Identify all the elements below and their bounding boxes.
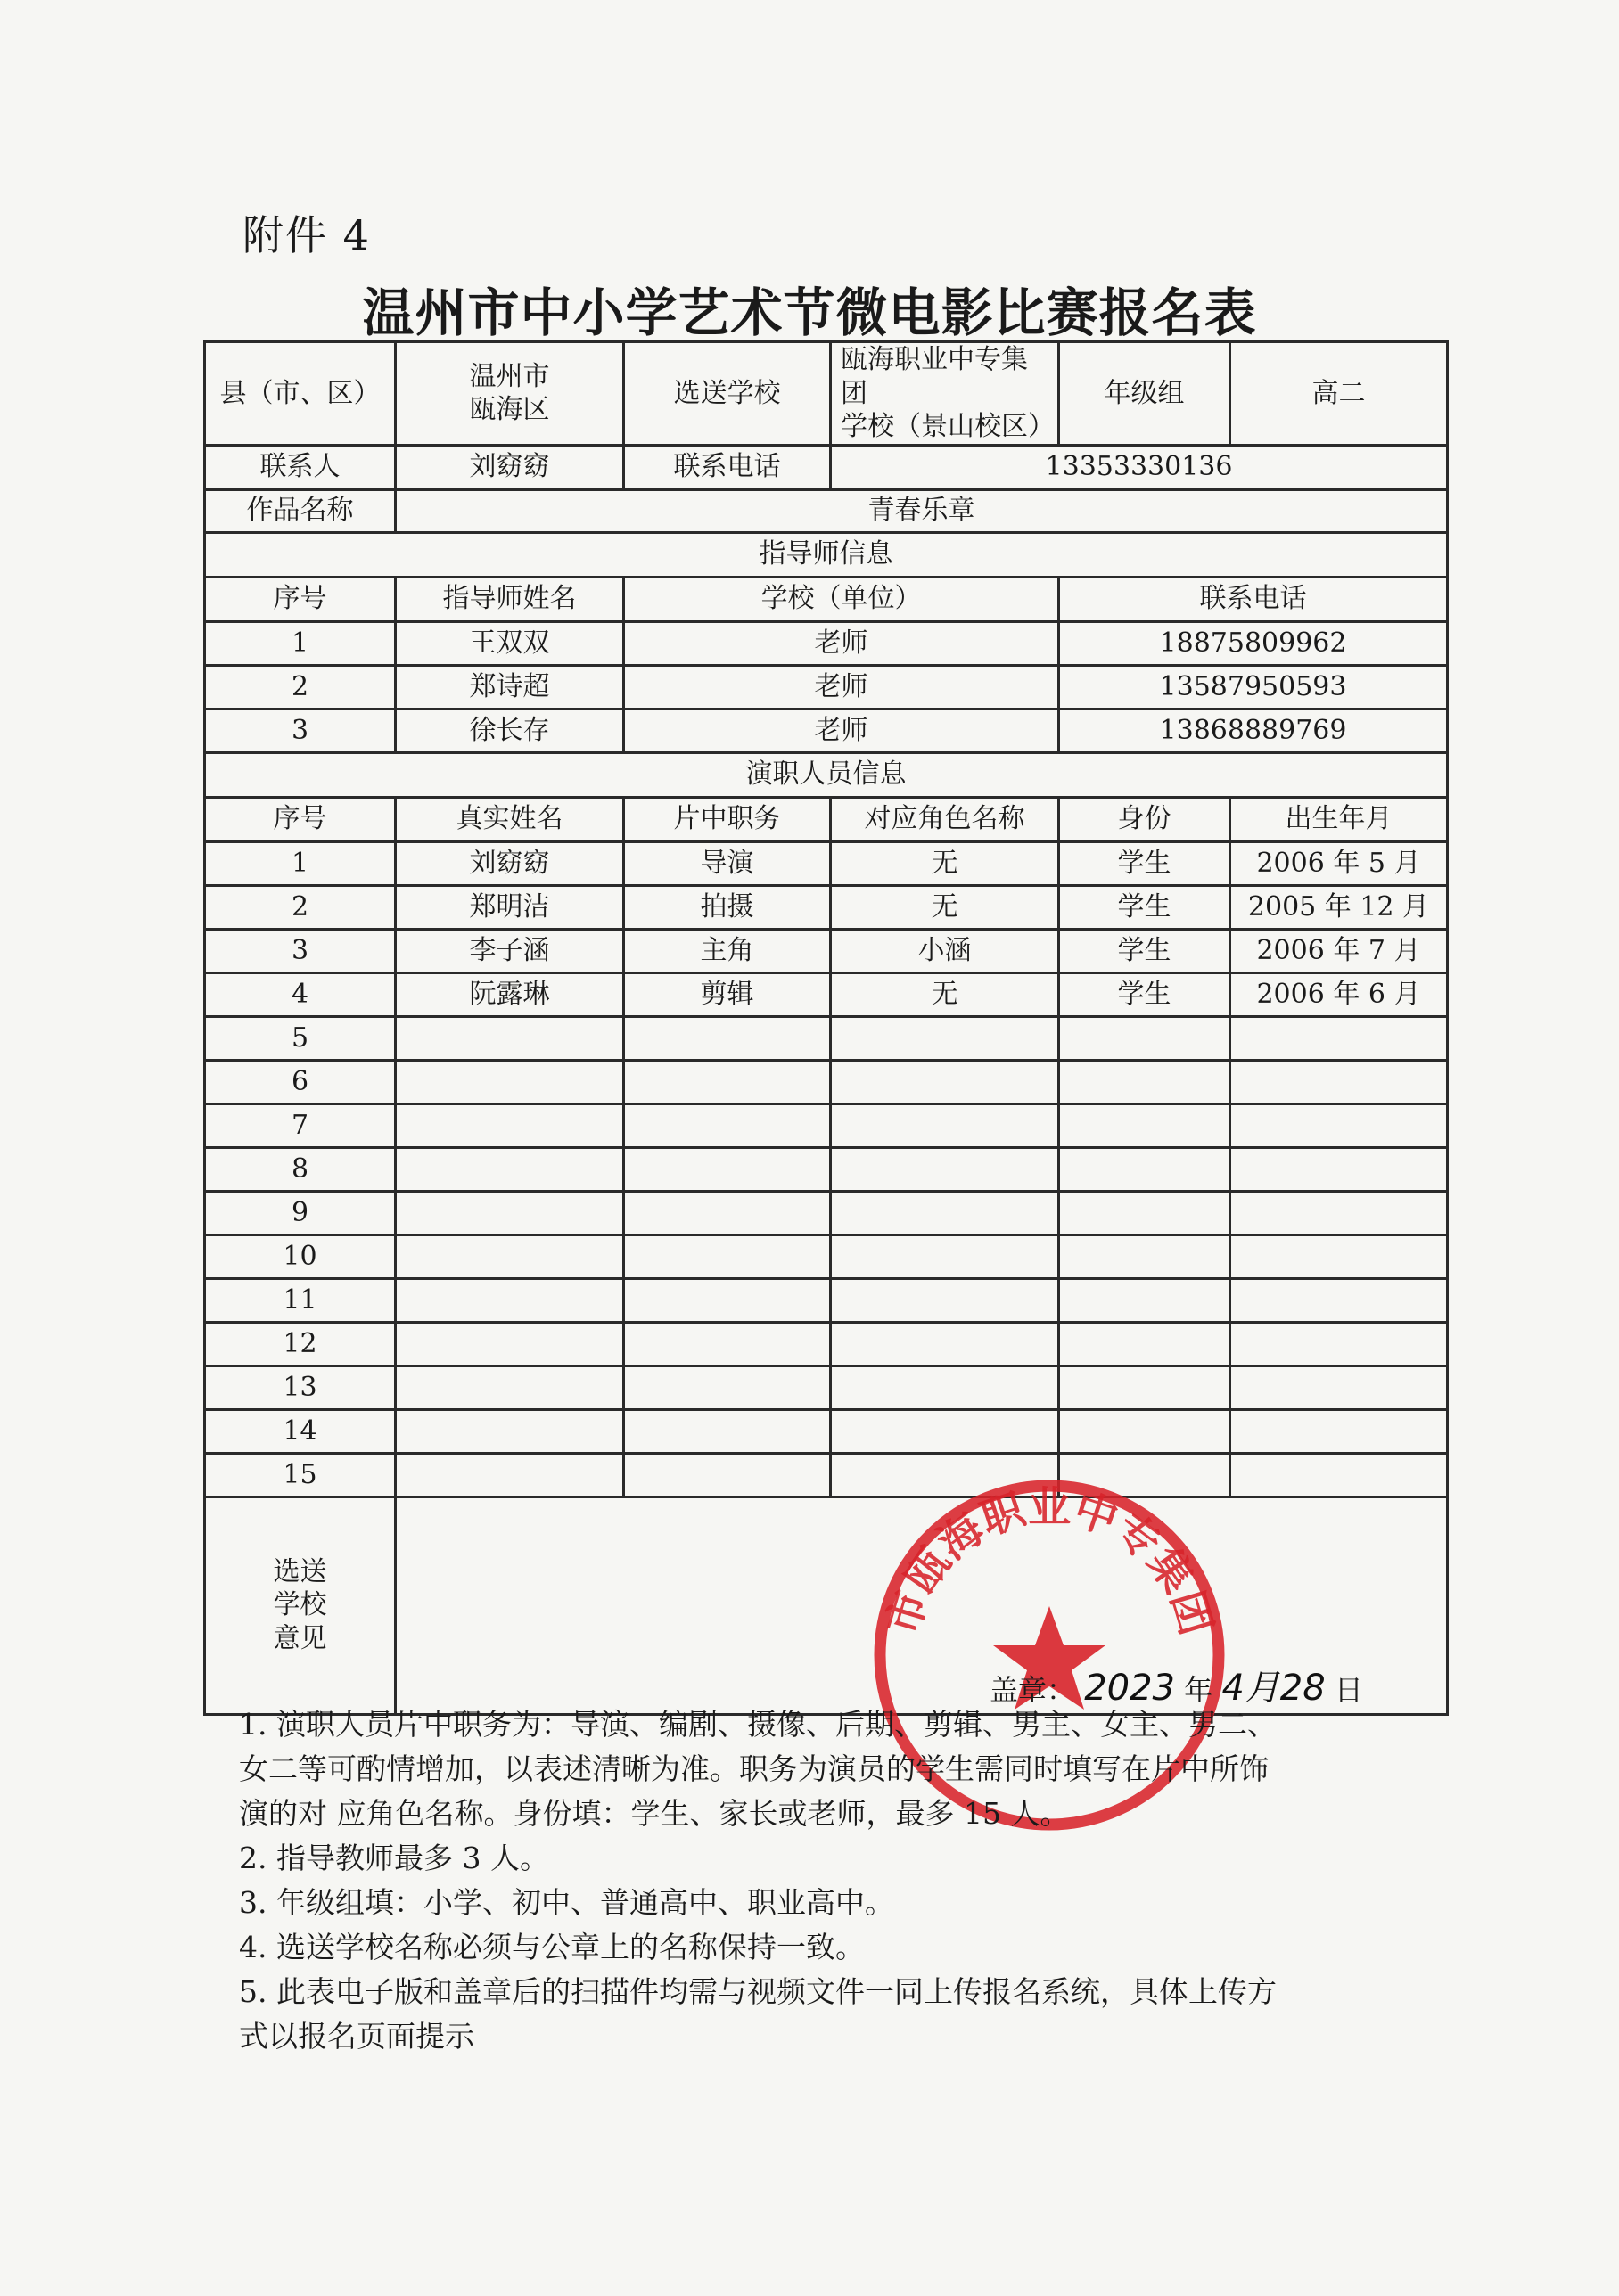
advisor-name: 王双双 [396, 621, 624, 665]
grade-value: 高二 [1230, 342, 1448, 446]
crew-identity: 学生 [1059, 972, 1230, 1016]
crew-no: 2 [205, 885, 396, 929]
crew-row [205, 841, 1448, 885]
advisor-row [205, 709, 1448, 752]
advisor-col-phone: 联系电话 [1059, 577, 1448, 621]
advisor-phone: 13587950593 [1059, 665, 1448, 709]
crew-character [831, 1234, 1059, 1278]
crew-character: 小涵 [831, 929, 1059, 972]
crew-row [205, 1191, 1448, 1234]
crew-birth [1230, 1409, 1448, 1453]
crew-role [624, 1060, 831, 1103]
crew-role [624, 1103, 831, 1147]
crew-character: 无 [831, 972, 1059, 1016]
crew-character [831, 1016, 1059, 1060]
advisor-section-title: 指导师信息 [205, 532, 1448, 577]
county-value-line2: 瓯海区 [469, 394, 550, 426]
crew-section-row [205, 752, 1448, 797]
advisor-phone: 13868889769 [1059, 709, 1448, 752]
crew-name: 郑明洁 [396, 885, 624, 929]
crew-row [205, 1060, 1448, 1103]
opinion-label-line2: 学校 [273, 1589, 327, 1621]
crew-no: 13 [205, 1365, 396, 1409]
crew-no: 9 [205, 1191, 396, 1234]
crew-col-birth: 出生年月 [1230, 797, 1448, 841]
form-title: 温州市中小学艺术节微电影比赛报名表 [362, 283, 1257, 343]
crew-character [831, 1103, 1059, 1147]
crew-character [831, 1278, 1059, 1322]
crew-birth [1230, 1365, 1448, 1409]
school-label: 选送学校 [624, 342, 831, 446]
registration-form-table [203, 340, 1449, 1716]
crew-character [831, 1060, 1059, 1103]
work-value: 青春乐章 [396, 489, 1448, 532]
crew-col-no: 序号 [205, 797, 396, 841]
crew-birth [1230, 1322, 1448, 1365]
crew-row [205, 1453, 1448, 1496]
crew-character [831, 1409, 1059, 1453]
crew-role: 主角 [624, 929, 831, 972]
crew-character [831, 1147, 1059, 1191]
crew-identity [1059, 1103, 1230, 1147]
crew-birth: 2006 年 6 月 [1230, 972, 1448, 1016]
advisor-no: 2 [205, 665, 396, 709]
crew-character [831, 1191, 1059, 1234]
crew-name [396, 1234, 624, 1278]
crew-birth [1230, 1234, 1448, 1278]
crew-role [624, 1453, 831, 1496]
advisor-phone: 18875809962 [1059, 621, 1448, 665]
attachment-label: 附件 4 [242, 211, 371, 259]
crew-no: 11 [205, 1278, 396, 1322]
crew-birth [1230, 1103, 1448, 1147]
opinion-label [205, 1496, 396, 1714]
crew-name [396, 1453, 624, 1496]
crew-identity [1059, 1322, 1230, 1365]
crew-role [624, 1365, 831, 1409]
crew-identity [1059, 1191, 1230, 1234]
crew-col-character: 对应角色名称 [831, 797, 1059, 841]
contact-value: 刘窈窈 [396, 445, 624, 489]
crew-name [396, 1147, 624, 1191]
advisor-name: 郑诗超 [396, 665, 624, 709]
work-row [205, 489, 1448, 532]
crew-role [624, 1409, 831, 1453]
crew-row [205, 1365, 1448, 1409]
crew-role [624, 1278, 831, 1322]
date-year-handwritten: 2023 [1084, 1668, 1175, 1709]
contact-row [205, 445, 1448, 489]
school-value-line2: 学校（景山校区） [841, 411, 1055, 442]
note-line: 式以报名页面提示 [239, 2019, 474, 2054]
crew-no: 10 [205, 1234, 396, 1278]
crew-row [205, 885, 1448, 929]
crew-identity [1059, 1409, 1230, 1453]
advisor-col-no: 序号 [205, 577, 396, 621]
crew-no: 15 [205, 1453, 396, 1496]
crew-name [396, 1191, 624, 1234]
crew-section-title: 演职人员信息 [205, 752, 1448, 797]
notes [239, 1702, 1389, 2059]
crew-row [205, 929, 1448, 972]
crew-no: 3 [205, 929, 396, 972]
crew-birth: 2006 年 7 月 [1230, 929, 1448, 972]
crew-character: 无 [831, 841, 1059, 885]
crew-birth [1230, 1147, 1448, 1191]
crew-birth [1230, 1060, 1448, 1103]
school-value-line1: 瓯海职业中专集团 [841, 344, 1028, 409]
crew-row [205, 1409, 1448, 1453]
crew-birth [1230, 1191, 1448, 1234]
crew-birth [1230, 1453, 1448, 1496]
grade-label: 年级组 [1059, 342, 1230, 446]
crew-name [396, 1016, 624, 1060]
crew-role: 拍摄 [624, 885, 831, 929]
crew-col-role: 片中职务 [624, 797, 831, 841]
note-line: 女二等可酌情增加，以表述清晰为准。职务为演员的学生需同时填写在片中所饰 [239, 1751, 1269, 1786]
crew-row [205, 1147, 1448, 1191]
crew-no: 8 [205, 1147, 396, 1191]
crew-row [205, 1278, 1448, 1322]
advisor-unit: 老师 [624, 665, 1059, 709]
crew-birth: 2006 年 5 月 [1230, 841, 1448, 885]
date-month-day-handwritten: 4月28 [1221, 1668, 1326, 1709]
crew-no: 4 [205, 972, 396, 1016]
crew-no: 5 [205, 1016, 396, 1060]
crew-row [205, 972, 1448, 1016]
advisor-no: 3 [205, 709, 396, 752]
crew-header-row [205, 797, 1448, 841]
crew-name: 李子涵 [396, 929, 624, 972]
advisor-header-row [205, 577, 1448, 621]
stamp-label: 盖章 [990, 1673, 1048, 1707]
crew-name [396, 1409, 624, 1453]
crew-rows [205, 841, 1448, 1496]
crew-row [205, 1322, 1448, 1365]
crew-identity: 学生 [1059, 885, 1230, 929]
crew-name: 刘窈窈 [396, 841, 624, 885]
crew-name: 阮露琳 [396, 972, 624, 1016]
note-line: 2. 指导教师最多 3 人。 [239, 1841, 549, 1875]
crew-row [205, 1016, 1448, 1060]
crew-role [624, 1191, 831, 1234]
stamp-date-line: 盖章： 2023 年 4月28 日 [990, 1668, 1363, 1709]
crew-name [396, 1060, 624, 1103]
crew-identity: 学生 [1059, 841, 1230, 885]
crew-identity [1059, 1278, 1230, 1322]
note-line: 演的对 应角色名称。身份填：学生、家长或老师，最多 15 人。 [239, 1796, 1070, 1831]
advisor-col-name: 指导师姓名 [396, 577, 624, 621]
crew-role [624, 1147, 831, 1191]
crew-birth: 2005 年 12 月 [1230, 885, 1448, 929]
crew-name [396, 1365, 624, 1409]
crew-row [205, 1234, 1448, 1278]
crew-role: 导演 [624, 841, 831, 885]
advisor-no: 1 [205, 621, 396, 665]
contact-label: 联系人 [205, 445, 396, 489]
crew-identity [1059, 1147, 1230, 1191]
advisor-name: 徐长存 [396, 709, 624, 752]
crew-identity [1059, 1234, 1230, 1278]
year-char: 年 [1184, 1673, 1213, 1707]
advisor-unit: 老师 [624, 621, 1059, 665]
advisor-section-row [205, 532, 1448, 577]
advisor-unit: 老师 [624, 709, 1059, 752]
crew-identity: 学生 [1059, 929, 1230, 972]
work-label: 作品名称 [205, 489, 396, 532]
school-value [831, 342, 1059, 446]
county-value [396, 342, 624, 446]
opinion-label-line3: 意见 [273, 1622, 327, 1654]
note-line: 3. 年级组填：小学、初中、普通高中、职业高中。 [239, 1885, 894, 1920]
crew-no: 14 [205, 1409, 396, 1453]
advisor-row [205, 665, 1448, 709]
phone-value: 13353330136 [831, 445, 1448, 489]
crew-name [396, 1278, 624, 1322]
crew-role: 剪辑 [624, 972, 831, 1016]
crew-character [831, 1365, 1059, 1409]
crew-col-name: 真实姓名 [396, 797, 624, 841]
advisor-col-unit: 学校（单位） [624, 577, 1059, 621]
crew-birth [1230, 1278, 1448, 1322]
crew-role [624, 1322, 831, 1365]
note-line: 1. 演职人员片中职务为：导演、编剧、摄像、后期、剪辑、男主、女主、男二、 [239, 1707, 1277, 1742]
crew-character: 无 [831, 885, 1059, 929]
crew-no: 7 [205, 1103, 396, 1147]
crew-no: 1 [205, 841, 396, 885]
crew-role [624, 1234, 831, 1278]
crew-col-identity: 身份 [1059, 797, 1230, 841]
crew-identity [1059, 1016, 1230, 1060]
crew-character [831, 1322, 1059, 1365]
header-row [205, 342, 1448, 446]
county-label: 县（市、区） [205, 342, 396, 446]
county-value-line1: 温州市 [469, 360, 550, 392]
seal-text: 市瓯海职业中专集团 [877, 1482, 1221, 1641]
note-line: 5. 此表电子版和盖章后的扫描件均需与视频文件一同上传报名系统，具体上传方 [239, 1974, 1277, 2009]
crew-role [624, 1016, 831, 1060]
crew-no: 12 [205, 1322, 396, 1365]
crew-name [396, 1103, 624, 1147]
crew-birth [1230, 1016, 1448, 1060]
crew-name [396, 1322, 624, 1365]
opinion-label-line1: 选送 [273, 1555, 327, 1587]
day-char: 日 [1334, 1673, 1363, 1707]
crew-identity [1059, 1060, 1230, 1103]
crew-no: 6 [205, 1060, 396, 1103]
crew-row [205, 1103, 1448, 1147]
phone-label: 联系电话 [624, 445, 831, 489]
crew-identity [1059, 1365, 1230, 1409]
note-line: 4. 选送学校名称必须与公章上的名称保持一致。 [239, 1930, 865, 1964]
advisor-row [205, 621, 1448, 665]
